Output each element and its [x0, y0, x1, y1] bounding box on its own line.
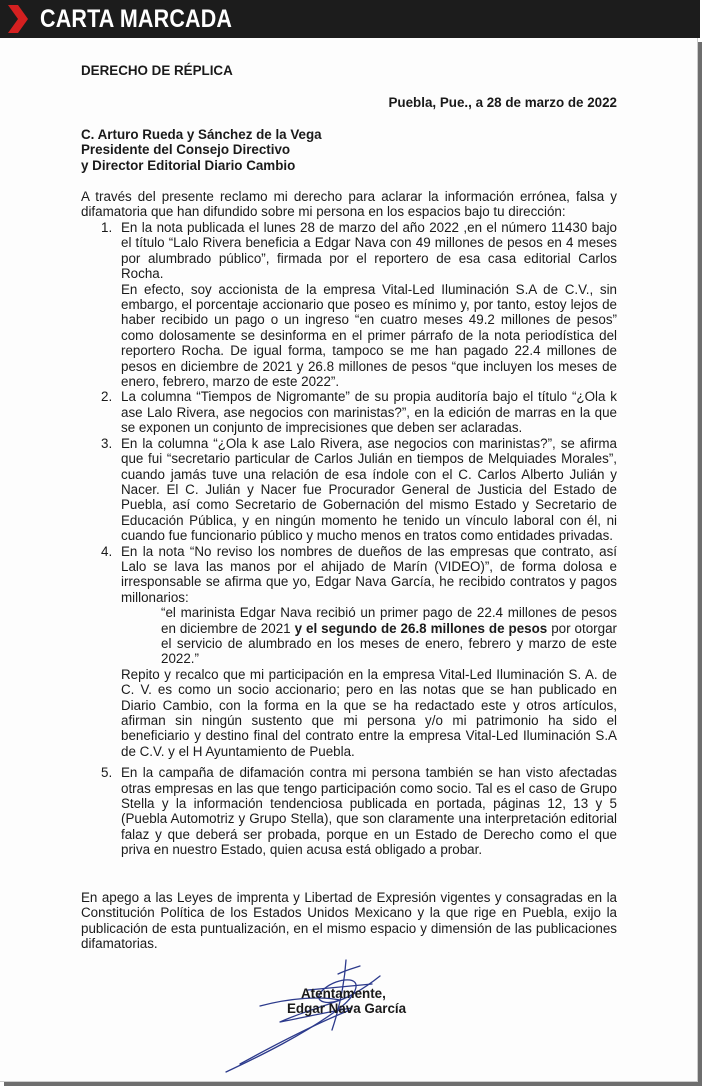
list-item: [81, 389, 617, 435]
closing-paragraph: En apego a las Leyes de imprenta y Libertad de Expresión vigentes y consagradas en la Constitución Política de los Estados Unidos Mexicano y la que rige en Puebla, exijo la publicación de esta puntualización, en el mismo espacio y dimensión de las publicaciones difamatorias.: [81, 890, 617, 952]
item-number: 4.: [101, 543, 113, 559]
item-paragraph: En la columna “¿Ola k ase Lalo Rivera, ase negocios con marinistas?”, se afirma que fui “secretario particular de Carlos Julián en tiempos de Melquiades Morales”, cuando jamás tuve una relación de esa índole con el C. Carlos Alberto Julián y Nacer. El C. Julián y Nacer fue Procurador General de Justicia del Estado de Puebla, así como Secretario de Gobernación del mismo Estado y Secretario de Educación Pública, y en ningún momento he tenido un vínculo laboral con él, ni cuando fue funcionario público y mucho menos en tratos como entidades privadas.: [121, 435, 617, 544]
signer-name: Edgar Nava García: [287, 1001, 407, 1017]
letter-body: [0, 38, 697, 1081]
item-number: 3.: [101, 435, 113, 451]
item-quote: [121, 605, 617, 667]
letter-dateline: Puebla, Pue., a 28 de marzo de 2022: [388, 95, 617, 110]
quote-text: por otorgar el servicio de alumbrado en los meses de enero, febrero y marzo de este 2022.”: [161, 620, 617, 667]
quote-text: “el marinista Edgar Nava recibió un primer pago de 22.4 millones de pesos en diciembre de 2021: [161, 605, 617, 636]
chevron-right-icon: [8, 5, 28, 33]
item-paragraph: En efecto, soy accionista de la empresa Vital-Led Iluminación S.A de C.V., sin embargo, el porcentaje accionario que poseo es mínimo y, por tanto, estoy lejos de haber recibido un pago o un ingreso “en cuatro meses 49.2 millones de pesos” como dolosamente se desinforma en el primer párrafo de la nota periodística del reportero Rocha. De igual forma, tampoco se me han pagado 22.4 millones de pesos en diciembre de 2021 y 26.8 millones de pesos “que incluyen los meses de enero, febrero, marzo de este 2022”.: [121, 281, 617, 390]
header-banner: [0, 0, 700, 38]
header-title: CARTA MARCADA: [40, 5, 233, 33]
recipient-line: C. Arturo Rueda y Sánchez de la Vega: [81, 127, 322, 142]
item-paragraph: Repito y recalco que mi participación en la empresa Vital-Led Iluminación S. A. de C. V. es como un socio accionario; pero en las notas que se han publicado en Diario Cambio, con la forma en la que se ha redactado este y otros artículos, afirman sin ningún sustento que mi persona y/o mi patrimonio ha sido el beneficiario y destino final del contrato entre la empresa Vital-Led Iluminación S.A de C.V. y el H Ayuntamiento de Puebla.: [121, 666, 617, 759]
recipient-block: [81, 127, 322, 173]
recipient-line: y Director Editorial Diario Cambio: [81, 157, 296, 173]
list-item: [81, 436, 617, 544]
signature-block: [287, 986, 406, 1017]
list-item: [81, 220, 617, 389]
signoff: Atentamente,: [301, 986, 386, 1001]
intro-paragraph: A través del presente reclamo mi derecho para aclarar la información errónea, falsa y difamatoria que han difundido sobre mi persona en los espacios bajo tu dirección:: [81, 189, 617, 220]
list-item: [81, 544, 617, 760]
item-number: 1.: [101, 220, 113, 235]
item-paragraph: En la nota publicada el lunes 28 de marzo del año 2022 ,en el número 11430 bajo el título “Lalo Rivera beneficia a Edgar Nava con 49 millones de pesos en 4 meses por alumbrado público”, firmada por el reportero de esa casa editorial Carlos Rocha.: [121, 220, 617, 282]
letter-heading: DERECHO DE RÉPLICA: [81, 63, 233, 78]
item-paragraph: En la nota “No reviso los nombres de dueños de las empresas que contrato, así Lalo se lava las manos por el ahijado de Marín (VIDEO)”, de forma dolosa e irresponsable se afirma que yo, Edgar Nava García, he recibido contratos y pagos millonarios:: [121, 543, 617, 605]
item-paragraph: En la campaña de difamación contra mi persona también se han visto afectadas otras empresas en las que tengo participación como socio. Tal es el caso de Grupo Stella y la información tendenciosa publicada en portada, páginas 12, 13 y 5 (Puebla Automotriz y Grupo Stella), que son claramente una interpretación editorial falaz y que deberá ser probada, porque en un Estado de Derecho como el que priva en nuestro Estado, quien acusa está obligado a probar.: [121, 765, 617, 858]
recipient-line: Presidente del Consejo Directivo: [81, 142, 291, 158]
claims-list: [81, 220, 617, 858]
list-item: [81, 765, 617, 857]
item-paragraph: La columna “Tiempos de Nigromante” de su propia auditoría bajo el título “¿Ola k ase Lalo Rivera, ase negocios con marinistas?”, en la edición de marras en la que se exponen un conjunto de imprecisiones que deben ser aclaradas.: [121, 389, 617, 436]
item-number: 5.: [101, 765, 113, 781]
item-number: 2.: [101, 389, 113, 405]
quote-emphasis: y el segundo de 26.8 millones de pesos: [290, 620, 548, 636]
